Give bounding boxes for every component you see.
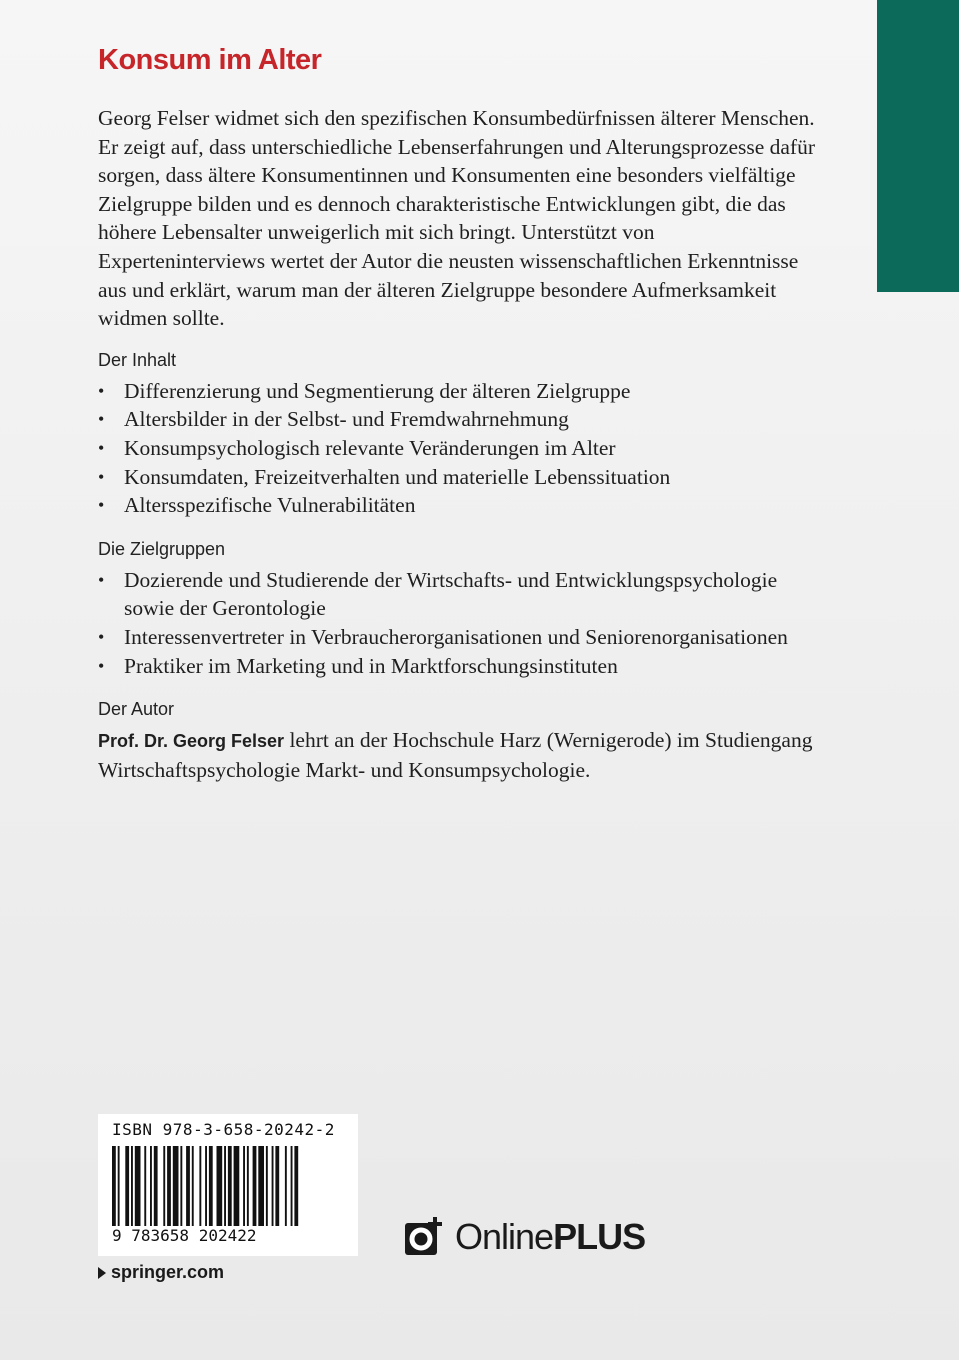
plus-label: PLUS — [553, 1216, 646, 1257]
list-item: • Differenzierung und Segmentierung der älteren Zielgruppe — [98, 377, 818, 406]
barcode-bar — [112, 1146, 116, 1226]
barcode-bar — [272, 1146, 274, 1226]
list-item: • Konsumpsychologisch relevante Veränderungen im Alter — [98, 434, 818, 463]
list-item: • Dozierende und Studierende der Wirtschafts- und Entwicklungspsychologie sowie der Gerontologie — [98, 566, 818, 623]
barcode-bar — [217, 1146, 223, 1226]
springer-link[interactable] — [98, 1262, 224, 1283]
book-title: Konsum im Alter — [98, 44, 322, 76]
inhalt-list — [98, 377, 818, 520]
list-item: • Konsumdaten, Freizeitverhalten und materielle Lebenssituation — [98, 463, 818, 492]
back-cover-content — [98, 44, 818, 784]
online-plus-logo-icon — [403, 1217, 445, 1257]
barcode-bar — [180, 1146, 182, 1226]
intro-paragraph: Georg Felser widmet sich den spezifischen Konsumbedürfnissen älterer Menschen. Er zeigt auf, dass unterschiedliche Lebenserfahrungen und Alterungsprozesse dafür sorgen, dass ältere Konsumentinnen und Konsumenten eine besonders vielfältige Zielgruppe bilden und es dennoch charakteristische Entwicklungen gibt, die das höhere Lebensalter unweigerlich mit sich bringt. Unterstützt von Experteninterviews wertet der Autor die neusten wissenschaftlichen Erkenntnisse aus und erklärt, warum man der älteren Zielgruppe besondere Aufmerksamkeit widmen sollte. — [98, 106, 815, 331]
barcode-bar — [243, 1146, 245, 1226]
isbn-barcode — [98, 1114, 358, 1256]
online-label: Online — [455, 1216, 554, 1257]
author-text: lehrt an der Hochschule Harz (Wernigerode) im Studiengang Wirtschaftspsychologie Markt- und Konsumpsychologie. — [98, 728, 813, 782]
barcode-bar — [247, 1146, 249, 1226]
barcode-digits: 9 783658 202422 — [112, 1226, 257, 1245]
barcode-bar — [167, 1146, 171, 1226]
barcode-bar — [285, 1146, 287, 1226]
barcode-bar — [173, 1146, 179, 1226]
zielgruppen-list — [98, 566, 818, 680]
barcode-bar — [266, 1146, 268, 1226]
section-heading-zielgruppen: Die Zielgruppen — [98, 538, 226, 559]
list-item: • Praktiker im Marketing und in Marktforschungsinstituten — [98, 652, 818, 681]
barcode-bar — [131, 1146, 133, 1226]
barcode-bar — [224, 1146, 226, 1226]
author-paragraph — [98, 726, 818, 784]
barcode-bar — [118, 1146, 120, 1226]
barcode-bar — [258, 1146, 264, 1226]
barcode-bar — [192, 1146, 194, 1226]
isbn-number: ISBN 978-3-658-20242-2 — [112, 1120, 335, 1139]
arrow-right-icon — [98, 1267, 106, 1279]
barcode-bar — [125, 1146, 129, 1226]
barcode-bar — [234, 1146, 240, 1226]
list-item: • Altersbilder in der Selbst- und Fremdwahrnehmung — [98, 405, 818, 434]
barcode-bar — [154, 1146, 158, 1226]
barcode-bar — [275, 1146, 279, 1226]
barcode-bars — [112, 1146, 344, 1226]
barcode-bar — [228, 1146, 232, 1226]
online-plus-logo — [403, 1216, 645, 1258]
barcode-bar — [291, 1146, 293, 1226]
section-heading-inhalt: Der Inhalt — [98, 349, 177, 370]
barcode-bar — [294, 1146, 298, 1226]
section-heading-autor: Der Autor — [98, 699, 175, 720]
springer-link-label: springer.com — [111, 1262, 225, 1282]
list-item: • Interessenvertreter in Verbraucherorganisationen und Seniorenorganisationen — [98, 623, 818, 652]
barcode-bar — [186, 1146, 190, 1226]
list-item: • Altersspezifische Vulnerabilitäten — [98, 491, 818, 520]
side-color-stripe — [877, 0, 959, 292]
author-name: Prof. Dr. Georg Felser — [98, 731, 285, 752]
barcode-bar — [253, 1146, 257, 1226]
barcode-bar — [163, 1146, 165, 1226]
barcode-bar — [150, 1146, 152, 1226]
barcode-bar — [199, 1146, 201, 1226]
barcode-bar — [144, 1146, 146, 1226]
barcode-bar — [209, 1146, 213, 1226]
barcode-bar — [135, 1146, 141, 1226]
barcode-bar — [205, 1146, 207, 1226]
